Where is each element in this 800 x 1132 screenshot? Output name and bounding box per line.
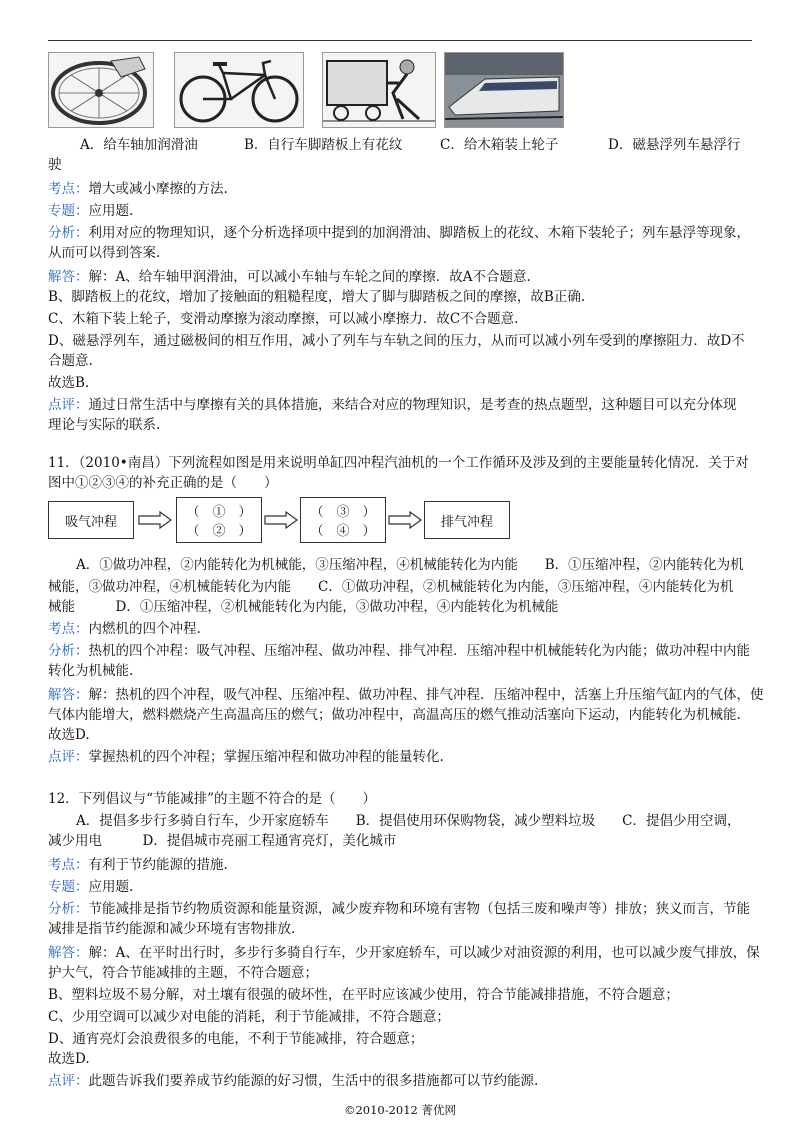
q10-fenxi: 分析：利用对应的物理知识，逐个分析选择项中提到的加润滑油、脚踏板上的花纹、木箱下装轮子；列车悬浮等现象， [48, 225, 750, 241]
q12-options-cont: 减少用电 D．提倡城市亮丽工程通宵亮灯，美化城市 [48, 833, 397, 849]
fenxi-label: 分析： [48, 643, 89, 659]
q11-options: A．①做功冲程，②内能转化为机械能，③压缩冲程，④机械能转化为内能 B．①压缩冲程，②内能转化为机 [76, 557, 744, 573]
q10-kaodian: 考点：增大或减小摩擦的方法. [48, 181, 228, 197]
kaodian-label: 考点： [48, 621, 89, 637]
kaodian-label: 考点： [48, 857, 89, 873]
fenxi-label: 分析： [48, 901, 89, 917]
q10-jieda-b: B、脚踏板上的花纹，增加了接触面的粗糙程度，增大了脚与脚踏板之间的摩擦，故B正确. [48, 289, 586, 305]
zhuanti-label: 专题： [48, 879, 89, 895]
jieda-label: 解答： [48, 269, 89, 285]
q12-zhuanti: 专题：应用题. [48, 879, 134, 895]
q12-answer: 故选D. [48, 1051, 90, 1067]
q10-answer: 故选B. [48, 375, 90, 391]
q10-fenxi-cont: 从而可以得到答案. [48, 245, 161, 261]
q10-jieda: 解答：解：A、给车轴甲润滑油，可以减小车轴与车轮之间的摩擦．故A不合题意. [48, 269, 531, 285]
q11-dianping: 点评：掌握热机的四个冲程；掌握压缩冲程和做功冲程的能量转化. [48, 749, 444, 765]
q11-fenxi: 分析：热机的四个冲程：吸气冲程、压缩冲程、做功冲程、排气冲程．压缩冲程中机械能转化为内能；做功冲程中内能 [48, 643, 750, 659]
q12-jieda-c: C、少用空调可以减少对电能的消耗，利于节能减排，不符合题意； [48, 1009, 450, 1025]
q10-option-c: C．给木箱装上轮子 [440, 137, 559, 153]
q10-dianping: 点评：通过日常生活中与摩擦有关的具体措施，来结合对应的物理知识，是考查的热点题型，这种题目可以充分体现 [48, 397, 737, 413]
flow-arrow-2 [264, 511, 298, 529]
q12-stem: 12．下列倡议与“节能减排”的主题不符合的是（ ） [48, 791, 376, 807]
q12-kaodian: 考点：有利于节约能源的措施. [48, 857, 228, 873]
flow-box-exhaust: 排气冲程 [424, 501, 510, 539]
flow-arrow-3 [388, 511, 422, 529]
q12-jieda: 解答：解：A、在平时出行时，多步行多骑自行车，少开家庭轿车，可以减少对油资源的利用，也可以减少废气排放，保 [48, 945, 760, 961]
wheel-illustration [48, 52, 154, 128]
q10-dianping-cont: 理论与实际的联系. [48, 417, 161, 433]
q12-dianping: 点评：此题告诉我们要养成节约能源的好习惯，生活中的很多措施都可以节约能源. [48, 1073, 539, 1089]
q10-jieda-d: D、磁悬浮列车，通过磁极间的相互作用，减小了列车与车轨之间的压力，从而可以减小列车受到的摩擦阻力．故D不 [48, 333, 745, 349]
q11-kaodian: 考点：内燃机的四个冲程. [48, 621, 201, 637]
q12-jieda-cont: 护大气，符合节能减排的主题，不符合题意； [48, 965, 318, 981]
jieda-label: 解答： [48, 945, 89, 961]
fenxi-label: 分析： [48, 225, 89, 241]
q11-answer: 故选D. [48, 727, 90, 743]
q12-fenxi-cont: 减排是指节约能源和减少环境有害物排放. [48, 921, 296, 937]
q11-stem-cont: 图中①②③④的补充正确的是（ ） [48, 475, 278, 491]
q10-zhuanti: 专题：应用题. [48, 203, 134, 219]
q10-jieda-d-cont: 合题意. [48, 353, 93, 369]
q10-option-wrap: 驶 [48, 157, 62, 173]
q10-jieda-c: C、木箱下装上轮子，变滑动摩擦为滚动摩擦，可以减小摩擦力．故C不合题意. [48, 311, 519, 327]
flow-box-2: （ ① ） （ ② ） [176, 497, 262, 543]
q11-stem: 11．（2010•南昌）下列流程如图是用来说明单缸四冲程汽油机的一个工作循环及涉及到的主要能量转化情况．关于对 [48, 455, 749, 471]
q12-options: A．提倡多步行多骑自行车，少开家庭轿车 B．提倡使用环保购物袋，减少塑料垃圾 C．提倡少用空调， [76, 813, 741, 829]
header-rule [48, 40, 752, 41]
dianping-label: 点评： [48, 749, 89, 765]
q12-fenxi: 分析：节能减排是指节约物质资源和能量资源，减少废弃物和环境有害物（包括三废和噪声等）排放；狭义而言，节能 [48, 901, 750, 917]
box-on-wheels-illustration [322, 52, 436, 128]
copyright-footer: ©2010-2012 菁优网 [343, 1103, 457, 1117]
flow-box-intake: 吸气冲程 [48, 501, 134, 539]
q12-jieda-d: D、通宵亮灯会浪费很多的电能，不利于节能减排，符合题意； [48, 1031, 424, 1047]
flow-arrow-1 [138, 511, 172, 529]
q10-option-d: D．磁悬浮列车悬浮行 [608, 137, 741, 153]
kaodian-label: 考点： [48, 181, 89, 197]
q11-flow-diagram [48, 497, 518, 543]
q11-options-cont: 械能，③做功冲程，④机械能转化为内能 C．①做功冲程，②机械能转化为内能，③压缩冲程，④内能转化为机 [48, 579, 734, 595]
bicycle-illustration [174, 52, 304, 128]
jieda-label: 解答： [48, 687, 89, 703]
flow-box-3: （ ③ ） （ ④ ） [300, 497, 386, 543]
dianping-label: 点评： [48, 1073, 89, 1089]
maglev-train-illustration [444, 52, 564, 128]
q11-options-cont2: 械能 D．①压缩冲程，②机械能转化为内能，③做功冲程，④内能转化为机械能 [48, 599, 559, 615]
q10-option-a: A．给车轴加润滑油 [80, 137, 198, 153]
q10-option-b: B．自行车脚踏板上有花纹 [244, 137, 403, 153]
q11-jieda: 解答：解：热机的四个冲程，吸气冲程、压缩冲程、做功冲程、排气冲程．压缩冲程中，活塞上升压缩气缸内的气体，使 [48, 687, 764, 703]
q11-jieda-cont: 气体内能增大，燃料燃烧产生高温高压的燃气；做功冲程中，高温高压的燃气推动活塞向下运动，内能转化为机械能. [48, 707, 741, 723]
q12-jieda-b: B、塑料垃圾不易分解，对土壤有很强的破坏性，在平时应该减少使用，符合节能减排措施，不符合题意； [48, 987, 679, 1003]
zhuanti-label: 专题： [48, 203, 89, 219]
dianping-label: 点评： [48, 397, 89, 413]
q11-fenxi-cont: 转化为机械能. [48, 663, 134, 679]
